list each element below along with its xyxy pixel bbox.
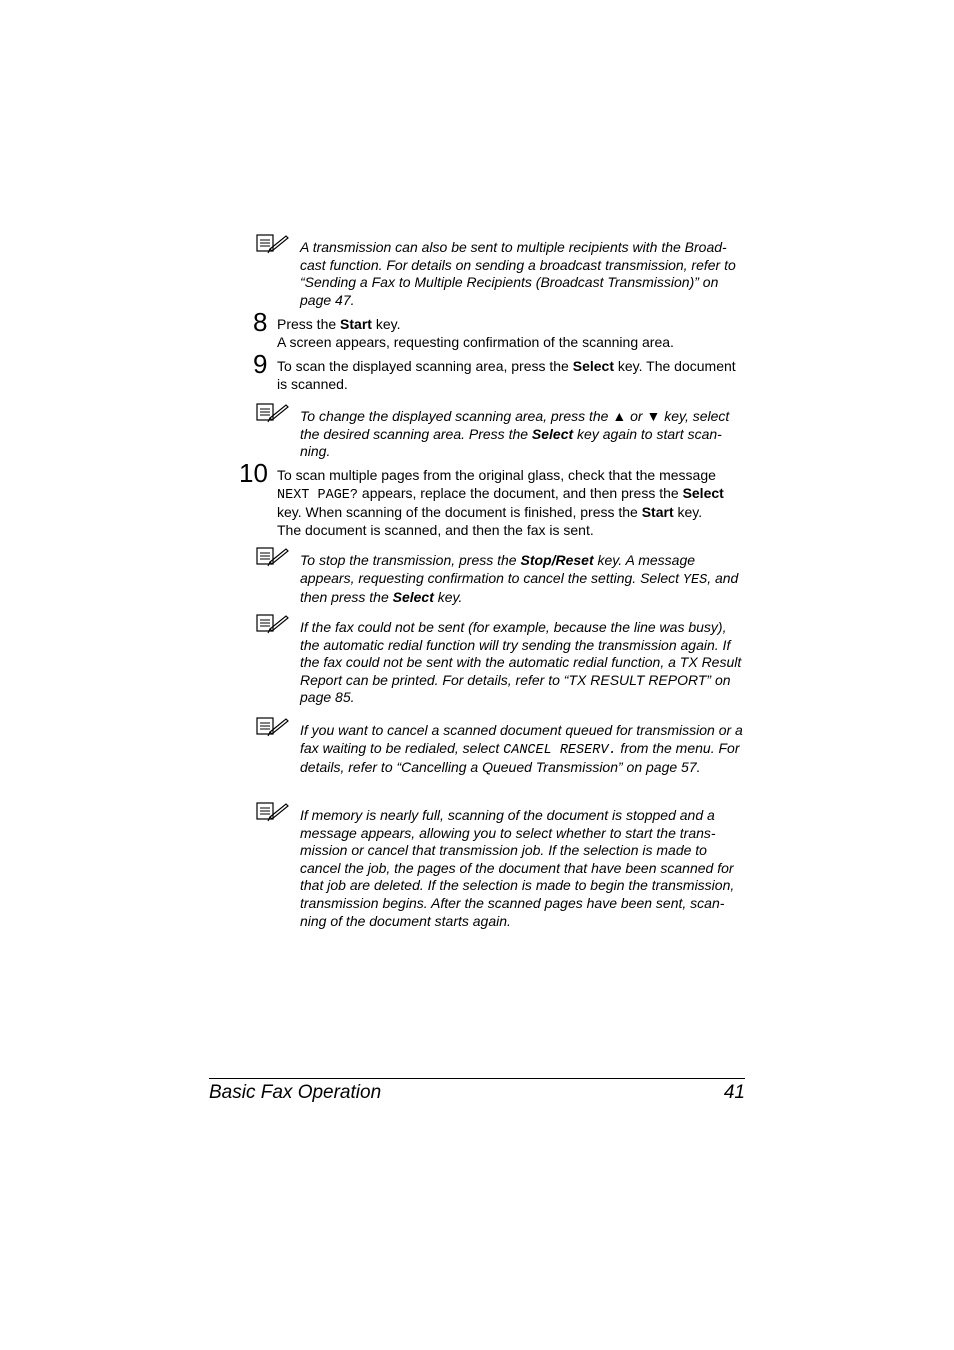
step-number: 8 [253, 307, 268, 337]
select-key-label: Select [392, 589, 434, 606]
note-text: , and then press the [300, 569, 739, 606]
note-scanning-area [300, 408, 745, 461]
note-text: A transmission can also be sent to multiple recipients with the Broad-cast function. For details on sending a broadcast transmission, refer to “Sending a Fax to Multiple Recipients (Broadcast Transmission)” on page 47. [300, 239, 736, 308]
note-text: key. A message appears, requesting confirmation to cancel the setting. Select [300, 552, 696, 586]
step-result-text: The document is scanned, and then the fax is sent. [277, 521, 594, 538]
step-result-text: A screen appears, requesting confirmation of the scanning area. [277, 333, 674, 350]
lcd-option: YES [682, 572, 708, 588]
note-text: If you want to cancel a scanned document queued for transmission or a fax waiting to be redialed, select [300, 722, 743, 756]
step-text: To scan multiple pages from the original glass, check that the message [277, 467, 716, 483]
step-text: key. [673, 504, 703, 521]
note-pencil-icon [256, 612, 290, 634]
note-pencil-icon [256, 232, 290, 254]
start-key-label: Start [340, 316, 372, 332]
note-text: To change the displayed scanning area, press the ▲ or ▼ key, select the desired scanning area. Press the [300, 408, 730, 442]
step-text: key. The document is scanned. [277, 358, 736, 392]
step-text: Press the [277, 316, 341, 332]
select-key-label: Select [682, 484, 724, 501]
note-text: If the fax could not be sent (for example, because the line was busy), the automatic redial function will try sending the transmission again. If the fax could not be sent with the automatic redial function, a TX Result Report can be printed. For details, refer to “TX RESULT REPORT” on page 85. [300, 619, 742, 706]
note-text: key. [433, 589, 463, 606]
note-text: key again to start scan-ning. [300, 425, 722, 460]
step-text: key. When scanning of the document is finished, press the [277, 504, 642, 521]
footer-title: Basic Fax Operation [209, 1082, 382, 1103]
select-key-label: Select [531, 425, 574, 442]
stop-reset-key-label: Stop/Reset [520, 552, 594, 568]
note-pencil-icon [256, 545, 290, 567]
note-text: from the menu. For details, refer to “Cancelling a Queued Transmission” on page 57. [300, 739, 740, 776]
select-key-label: Select [572, 358, 614, 374]
footer-rule [209, 1078, 745, 1079]
step-text: appears, replace the document, and then press the [358, 484, 683, 501]
note-pencil-icon [256, 401, 290, 423]
step-number: 9 [253, 349, 268, 379]
step-10-text [277, 467, 747, 539]
note-text: If memory is nearly full, scanning of the document is stopped and a message appears, allowing you to select whether to start the trans-mission or cancel that transmission job. If the selection is made to cancel the job, the pages of the document that have been scanned for that job are deleted. If the selection is made to begin the transmission, transmission begins. After the scanned pages have been sent, scan-ning of the document starts again. [300, 807, 735, 929]
note-broadcast [300, 239, 745, 309]
note-text: To stop the transmission, press the [300, 552, 521, 568]
step-8-text [277, 316, 747, 351]
lcd-menu-item: CANCEL RESERV. [503, 742, 617, 758]
start-key-label: Start [641, 504, 674, 521]
lcd-message: NEXT PAGE? [277, 487, 359, 503]
note-redial [300, 619, 745, 707]
note-pencil-icon [256, 800, 290, 822]
note-stop-transmission [300, 552, 745, 607]
note-memory-full [300, 807, 745, 930]
note-pencil-icon [256, 715, 290, 737]
step-text: To scan the displayed scanning area, press the [277, 358, 573, 374]
note-cancel-reserv [300, 722, 745, 777]
page-number: 41 [723, 1082, 745, 1103]
step-text: key. [371, 316, 401, 332]
step-number: 10 [239, 458, 268, 488]
step-9-text [277, 358, 747, 393]
